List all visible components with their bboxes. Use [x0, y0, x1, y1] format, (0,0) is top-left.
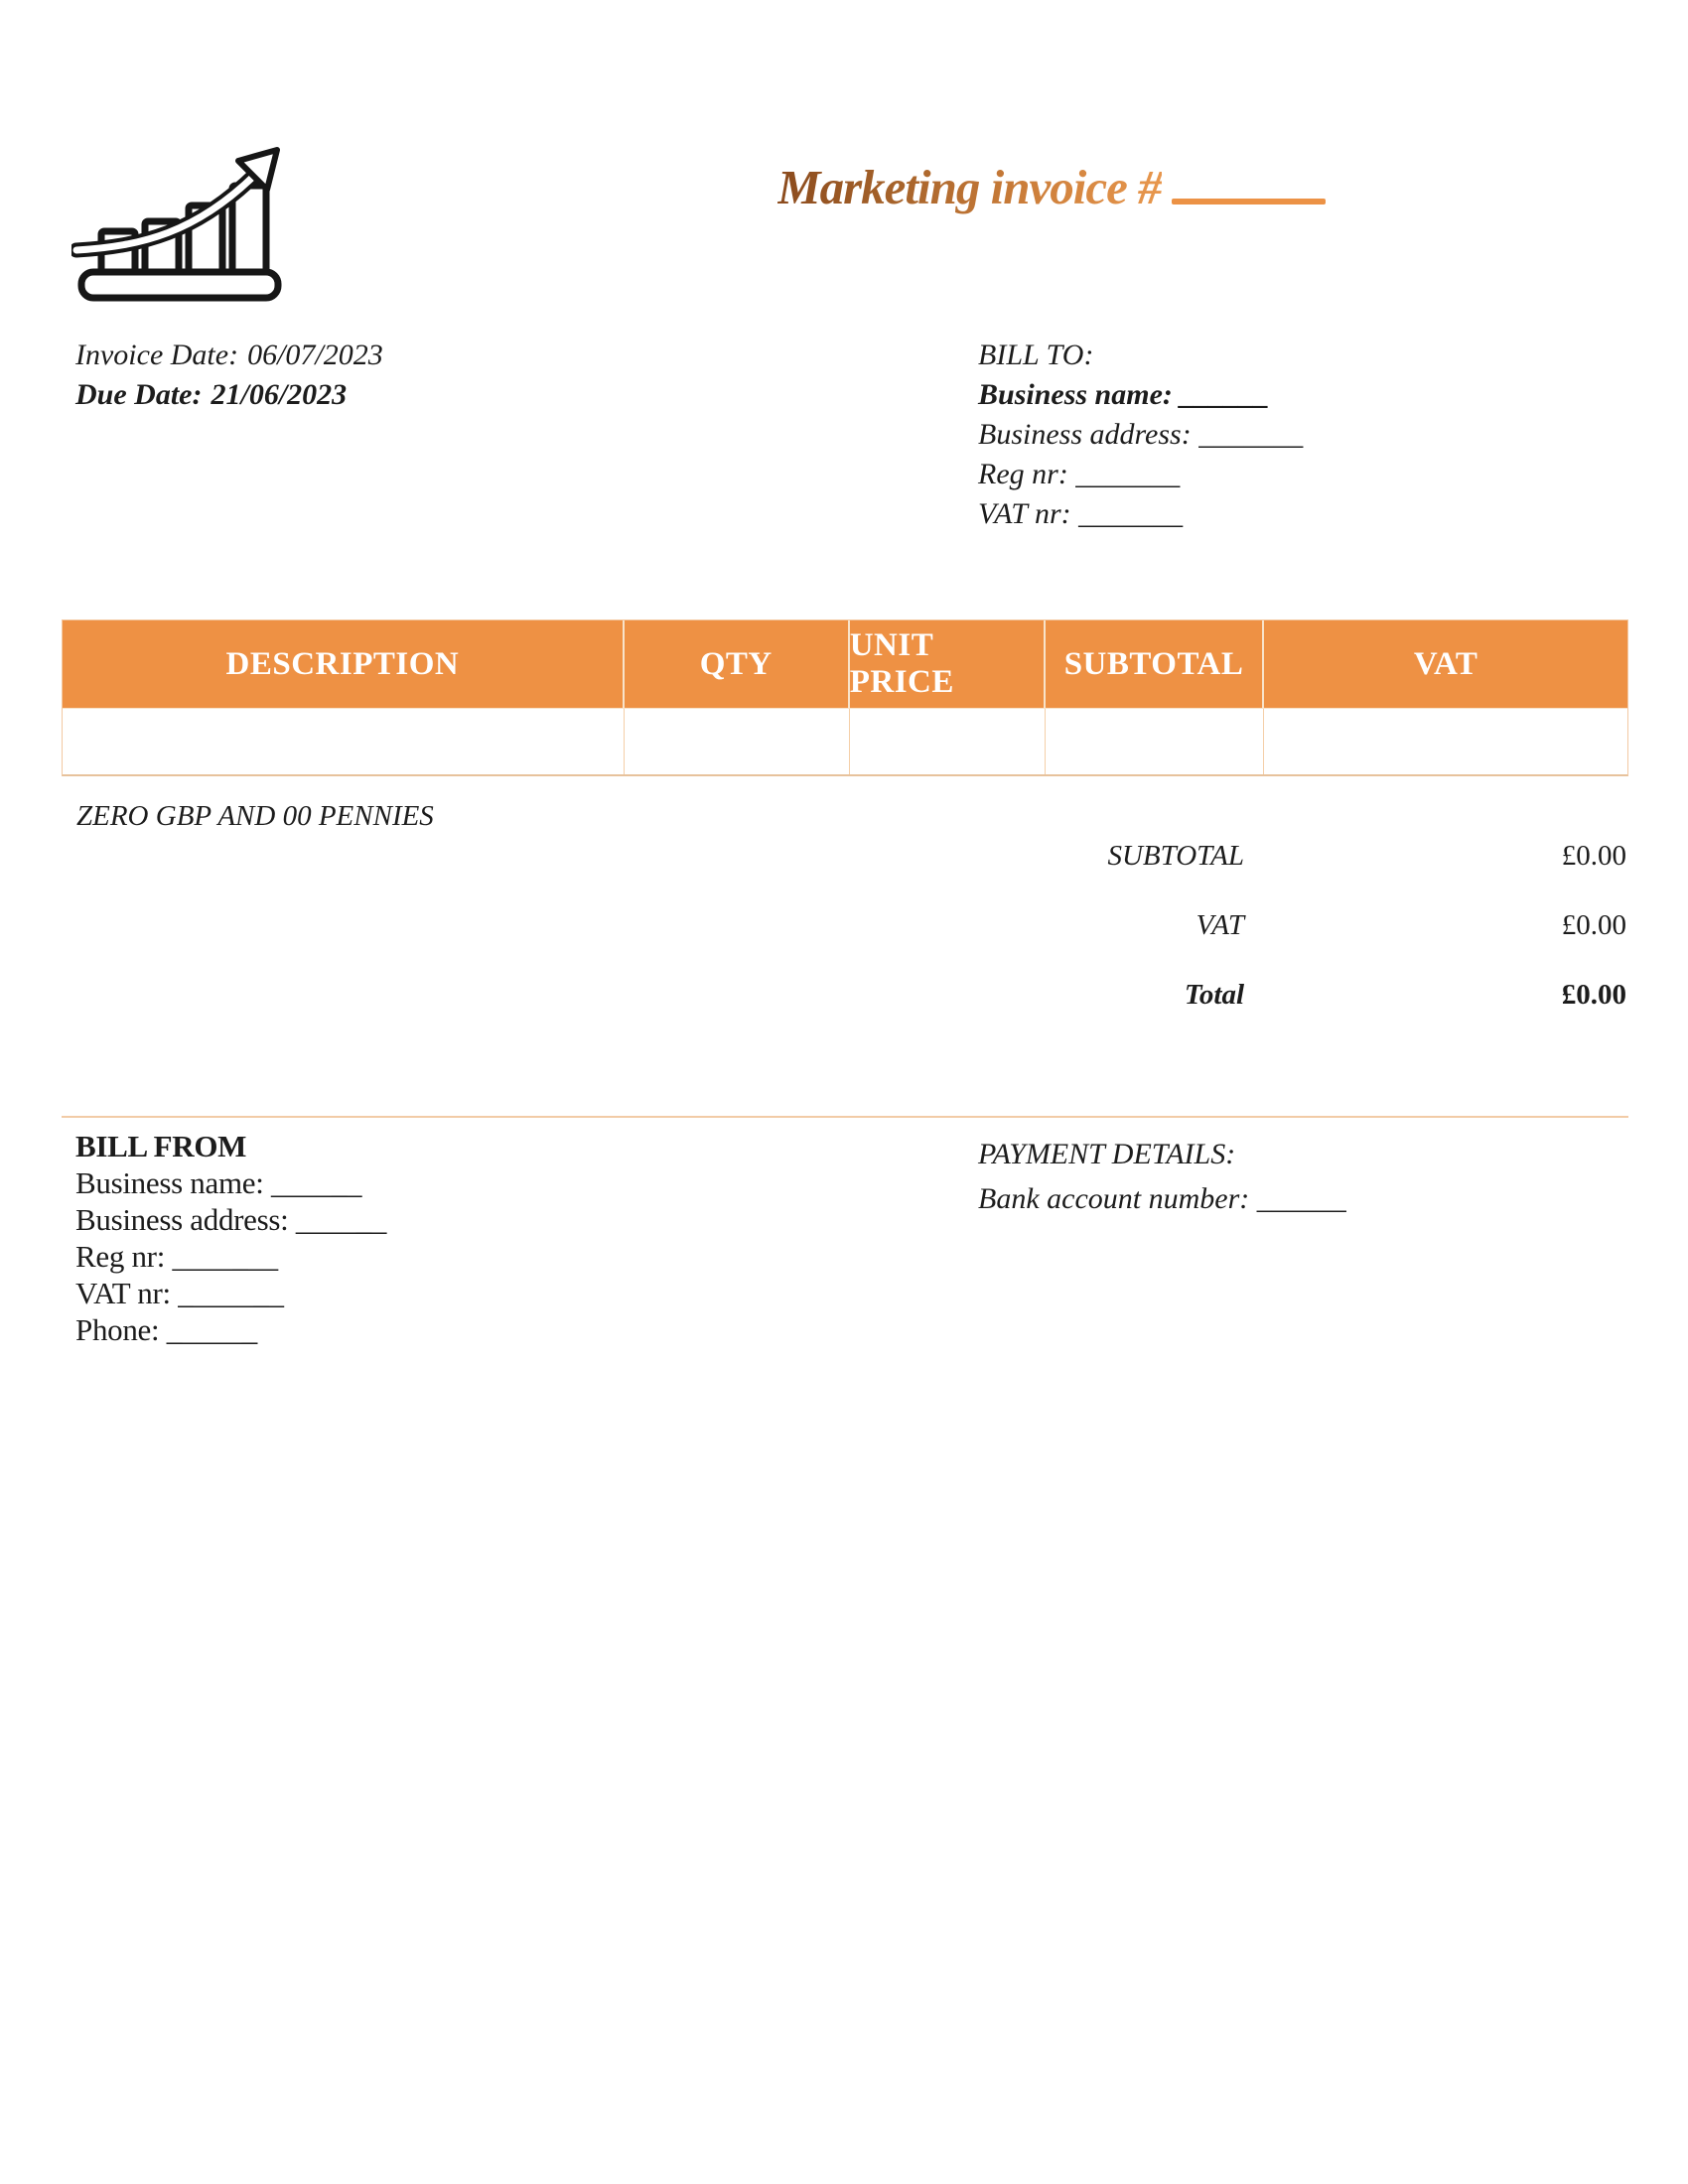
amount-in-words: ZERO GBP AND 00 PENNIES	[76, 800, 434, 832]
vat-value: £0.00	[1561, 909, 1626, 941]
payment-details-section	[978, 1132, 1346, 1221]
invoice-number-blank-line	[1172, 199, 1326, 205]
bill-to-vat-nr: VAT nr: _______	[978, 497, 1184, 530]
bill-from-business-name: Business name: ______	[75, 1165, 362, 1200]
due-date-line	[75, 375, 383, 415]
invoice-date-value: 06/07/2023	[247, 339, 383, 371]
cell-unit-price	[850, 709, 1046, 774]
column-header-qty: QTY	[625, 620, 850, 708]
bill-from-vat-nr: VAT nr: _______	[75, 1276, 284, 1310]
growth-chart-icon	[71, 145, 290, 306]
bill-to-business-name: Business name: ______	[978, 378, 1270, 411]
invoice-title-text: Marketing invoice #	[777, 160, 1162, 214]
vat-label: VAT	[1196, 909, 1244, 941]
cell-qty	[625, 709, 850, 774]
column-header-subtotal: SUBTOTAL	[1046, 620, 1265, 708]
due-date-value: 21/06/2023	[211, 378, 348, 411]
column-header-vat: VAT	[1413, 645, 1478, 682]
payment-details-heading: PAYMENT DETAILS:	[978, 1138, 1236, 1170]
cell-description	[63, 709, 625, 774]
table-header-row	[63, 620, 1627, 708]
bill-from-heading: BILL FROM	[75, 1129, 247, 1163]
bill-to-business-address: Business address: _______	[978, 418, 1304, 451]
bill-to-heading: BILL TO:	[978, 339, 1094, 371]
invoice-date-line	[75, 336, 383, 375]
bill-from-reg-nr: Reg nr: _______	[75, 1239, 278, 1274]
bill-from-section	[75, 1128, 386, 1348]
line-items-table	[62, 619, 1628, 776]
table-row	[63, 708, 1627, 774]
column-header-description: DESCRIPTION	[63, 620, 625, 708]
subtotal-value: £0.00	[1561, 840, 1626, 872]
bill-to-section	[978, 336, 1303, 534]
invoice-date-label: Invoice Date:	[75, 339, 239, 371]
invoice-title	[777, 161, 1326, 214]
total-value: £0.00	[1561, 979, 1626, 1011]
total-label: Total	[1184, 979, 1244, 1011]
bank-account-number-line: Bank account number: ______	[978, 1182, 1346, 1215]
due-date-label: Due Date:	[75, 378, 203, 411]
bill-to-reg-nr: Reg nr: _______	[978, 458, 1181, 490]
cell-subtotal	[1046, 709, 1265, 774]
cell-vat	[1264, 709, 1627, 774]
bill-from-phone: Phone: ______	[75, 1312, 257, 1347]
subtotal-label: SUBTOTAL	[1107, 840, 1244, 872]
invoice-dates	[75, 336, 383, 415]
section-divider	[62, 1116, 1628, 1118]
column-header-unit-price: UNIT PRICE	[850, 620, 1046, 708]
bill-from-business-address: Business address: ______	[75, 1202, 387, 1237]
